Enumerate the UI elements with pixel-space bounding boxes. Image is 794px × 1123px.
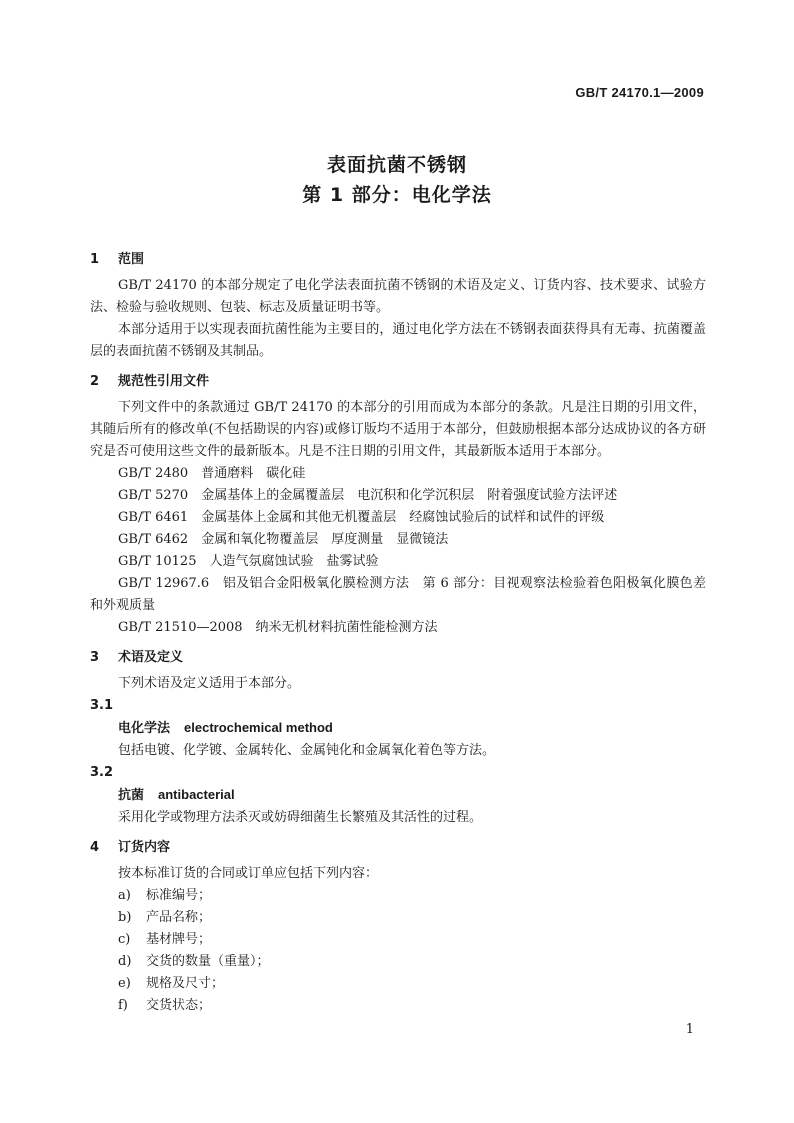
document-body: [90, 249, 706, 1017]
list-marker: e): [118, 976, 131, 991]
term-number: 3.2: [90, 765, 114, 780]
list-marker: b): [118, 910, 132, 925]
document-title: [0, 150, 794, 210]
list-item: [90, 885, 706, 907]
section-heading-scope: [90, 249, 706, 271]
reference-item: GB/T 6462 金属和氧化物覆盖层 厚度测量 显微镜法: [118, 532, 449, 547]
title-part: 第 1 部分：电化学法: [302, 184, 492, 206]
section-number: 1: [90, 252, 100, 267]
section-title: 术语及定义: [118, 650, 184, 665]
section-number: 2: [90, 374, 100, 389]
list-text: 标准编号；: [146, 888, 212, 903]
section-title: 范围: [118, 252, 145, 267]
standard-code: GB/T 24170.1—2009: [575, 85, 704, 100]
section-number: 3: [90, 650, 100, 665]
list-text: 交货状态；: [146, 998, 212, 1013]
reference-item: GB/T 5270 金属基体上的金属覆盖层 电沉积和化学沉积层 附着强度试验方法评述: [118, 488, 618, 503]
section-number: 4: [90, 840, 100, 855]
section-heading-ordering: [90, 837, 706, 859]
term-english: electrochemical method: [184, 720, 333, 735]
term-english: antibacterial: [158, 787, 235, 802]
term-chinese: 抗菌: [118, 788, 145, 803]
list-item: [90, 929, 706, 951]
reference-item: GB/T 21510—2008 纳米无机材料抗菌性能检测方法: [118, 620, 438, 635]
list-item: [90, 973, 706, 995]
term-chinese: 电化学法: [118, 721, 171, 736]
section-heading-terms: [90, 647, 706, 669]
reference-item: GB/T 10125 人造气氛腐蚀试验 盐雾试验: [118, 554, 379, 569]
list-item: [90, 995, 706, 1017]
list-item: [90, 951, 706, 973]
reference-item: GB/T 2480 普通磨料 碳化硅: [118, 466, 306, 481]
list-text: 规格及尺寸；: [146, 976, 225, 991]
term-definition: 采用化学或物理方法杀灭或妨碍细菌生长繁殖及其活性的过程。: [118, 810, 483, 825]
section-heading-normative-references: [90, 371, 706, 393]
list-marker: c): [118, 932, 131, 947]
section-title: 规范性引用文件: [118, 374, 210, 389]
list-text: 产品名称；: [146, 910, 212, 925]
ordering-intro: 按本标准订货的合同或订单应包括下列内容：: [118, 866, 379, 881]
reference-item: GB/T 6461 金属基体上金属和其他无机覆盖层 经腐蚀试验后的试样和试件的评级: [118, 510, 605, 525]
reference-item: GB/T 12967.6 铝及铝合金阳极氧化膜检测方法 第 6 部分：目视观察法检验着色阳极氧化膜色差和外观质量: [90, 576, 706, 613]
term-entry: [90, 784, 706, 807]
list-marker: a): [118, 888, 131, 903]
terms-intro: 下列术语及定义适用于本部分。: [118, 676, 301, 691]
references-intro: 下列文件中的条款通过 GB/T 24170 的本部分的引用而成为本部分的条款。凡是注日期的引用文件，其随后所有的修改单(不包括勘误的内容)或修订版均不适用于本部分，但鼓励根据本部分达成协议的各方研究是否可使用这些文件的最新版本。凡是不注日期的引用文件，其最新版本适用于本部分。: [90, 400, 706, 459]
scope-paragraph-1: GB/T 24170 的本部分规定了电化学法表面抗菌不锈钢的术语及定义、订货内容、技术要求、试验方法、检验与验收规则、包装、标志及质量证明书等。: [90, 278, 706, 315]
scope-paragraph-2: 本部分适用于以实现表面抗菌性能为主要目的，通过电化学方法在不锈钢表面获得具有无毒、抗菌覆盖层的表面抗菌不锈钢及其制品。: [90, 322, 706, 359]
term-definition: 包括电镀、化学镀、金属转化、金属钝化和金属氧化着色等方法。: [118, 743, 496, 758]
list-text: 交货的数量（重量）；: [146, 954, 270, 969]
list-marker: f): [118, 998, 128, 1013]
list-item: [90, 907, 706, 929]
term-entry: [90, 717, 706, 740]
term-number: 3.1: [90, 698, 114, 713]
section-title: 订货内容: [118, 840, 171, 855]
list-marker: d): [118, 954, 132, 969]
page-number: 1: [685, 1022, 694, 1037]
title-main: 表面抗菌不锈钢: [326, 154, 467, 176]
list-text: 基材牌号；: [146, 932, 212, 947]
